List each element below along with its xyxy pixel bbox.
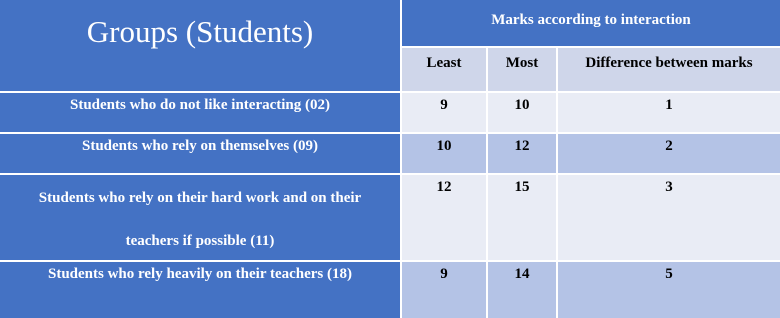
table-row-label: Students who rely on themselves (09) (0, 134, 400, 173)
table-row-label: Students who do not like interacting (02) (0, 93, 400, 132)
row-label-line: Students who rely on their hard work and on their (38, 189, 362, 206)
table-row-label: Students who rely heavily on their teachers (18) (0, 262, 400, 318)
difference-cell: 3 (558, 175, 780, 260)
least-cell: 9 (402, 262, 486, 318)
least-cell: 12 (402, 175, 486, 260)
most-cell: 15 (488, 175, 556, 260)
most-cell: 14 (488, 262, 556, 318)
difference-cell: 1 (558, 93, 780, 132)
row-label-line: teachers if possible (11) (125, 232, 275, 249)
most-cell: 12 (488, 134, 556, 173)
difference-column-header: Difference between marks (558, 48, 780, 91)
difference-cell: 5 (558, 262, 780, 318)
least-cell: 9 (402, 93, 486, 132)
groups-header: Groups (Students) (0, 0, 400, 91)
table-row-label (0, 175, 400, 260)
most-cell: 10 (488, 93, 556, 132)
difference-cell: 2 (558, 134, 780, 173)
least-column-header: Least (402, 48, 486, 91)
most-column-header: Most (488, 48, 556, 91)
least-cell: 10 (402, 134, 486, 173)
marks-header: Marks according to interaction (402, 0, 780, 46)
